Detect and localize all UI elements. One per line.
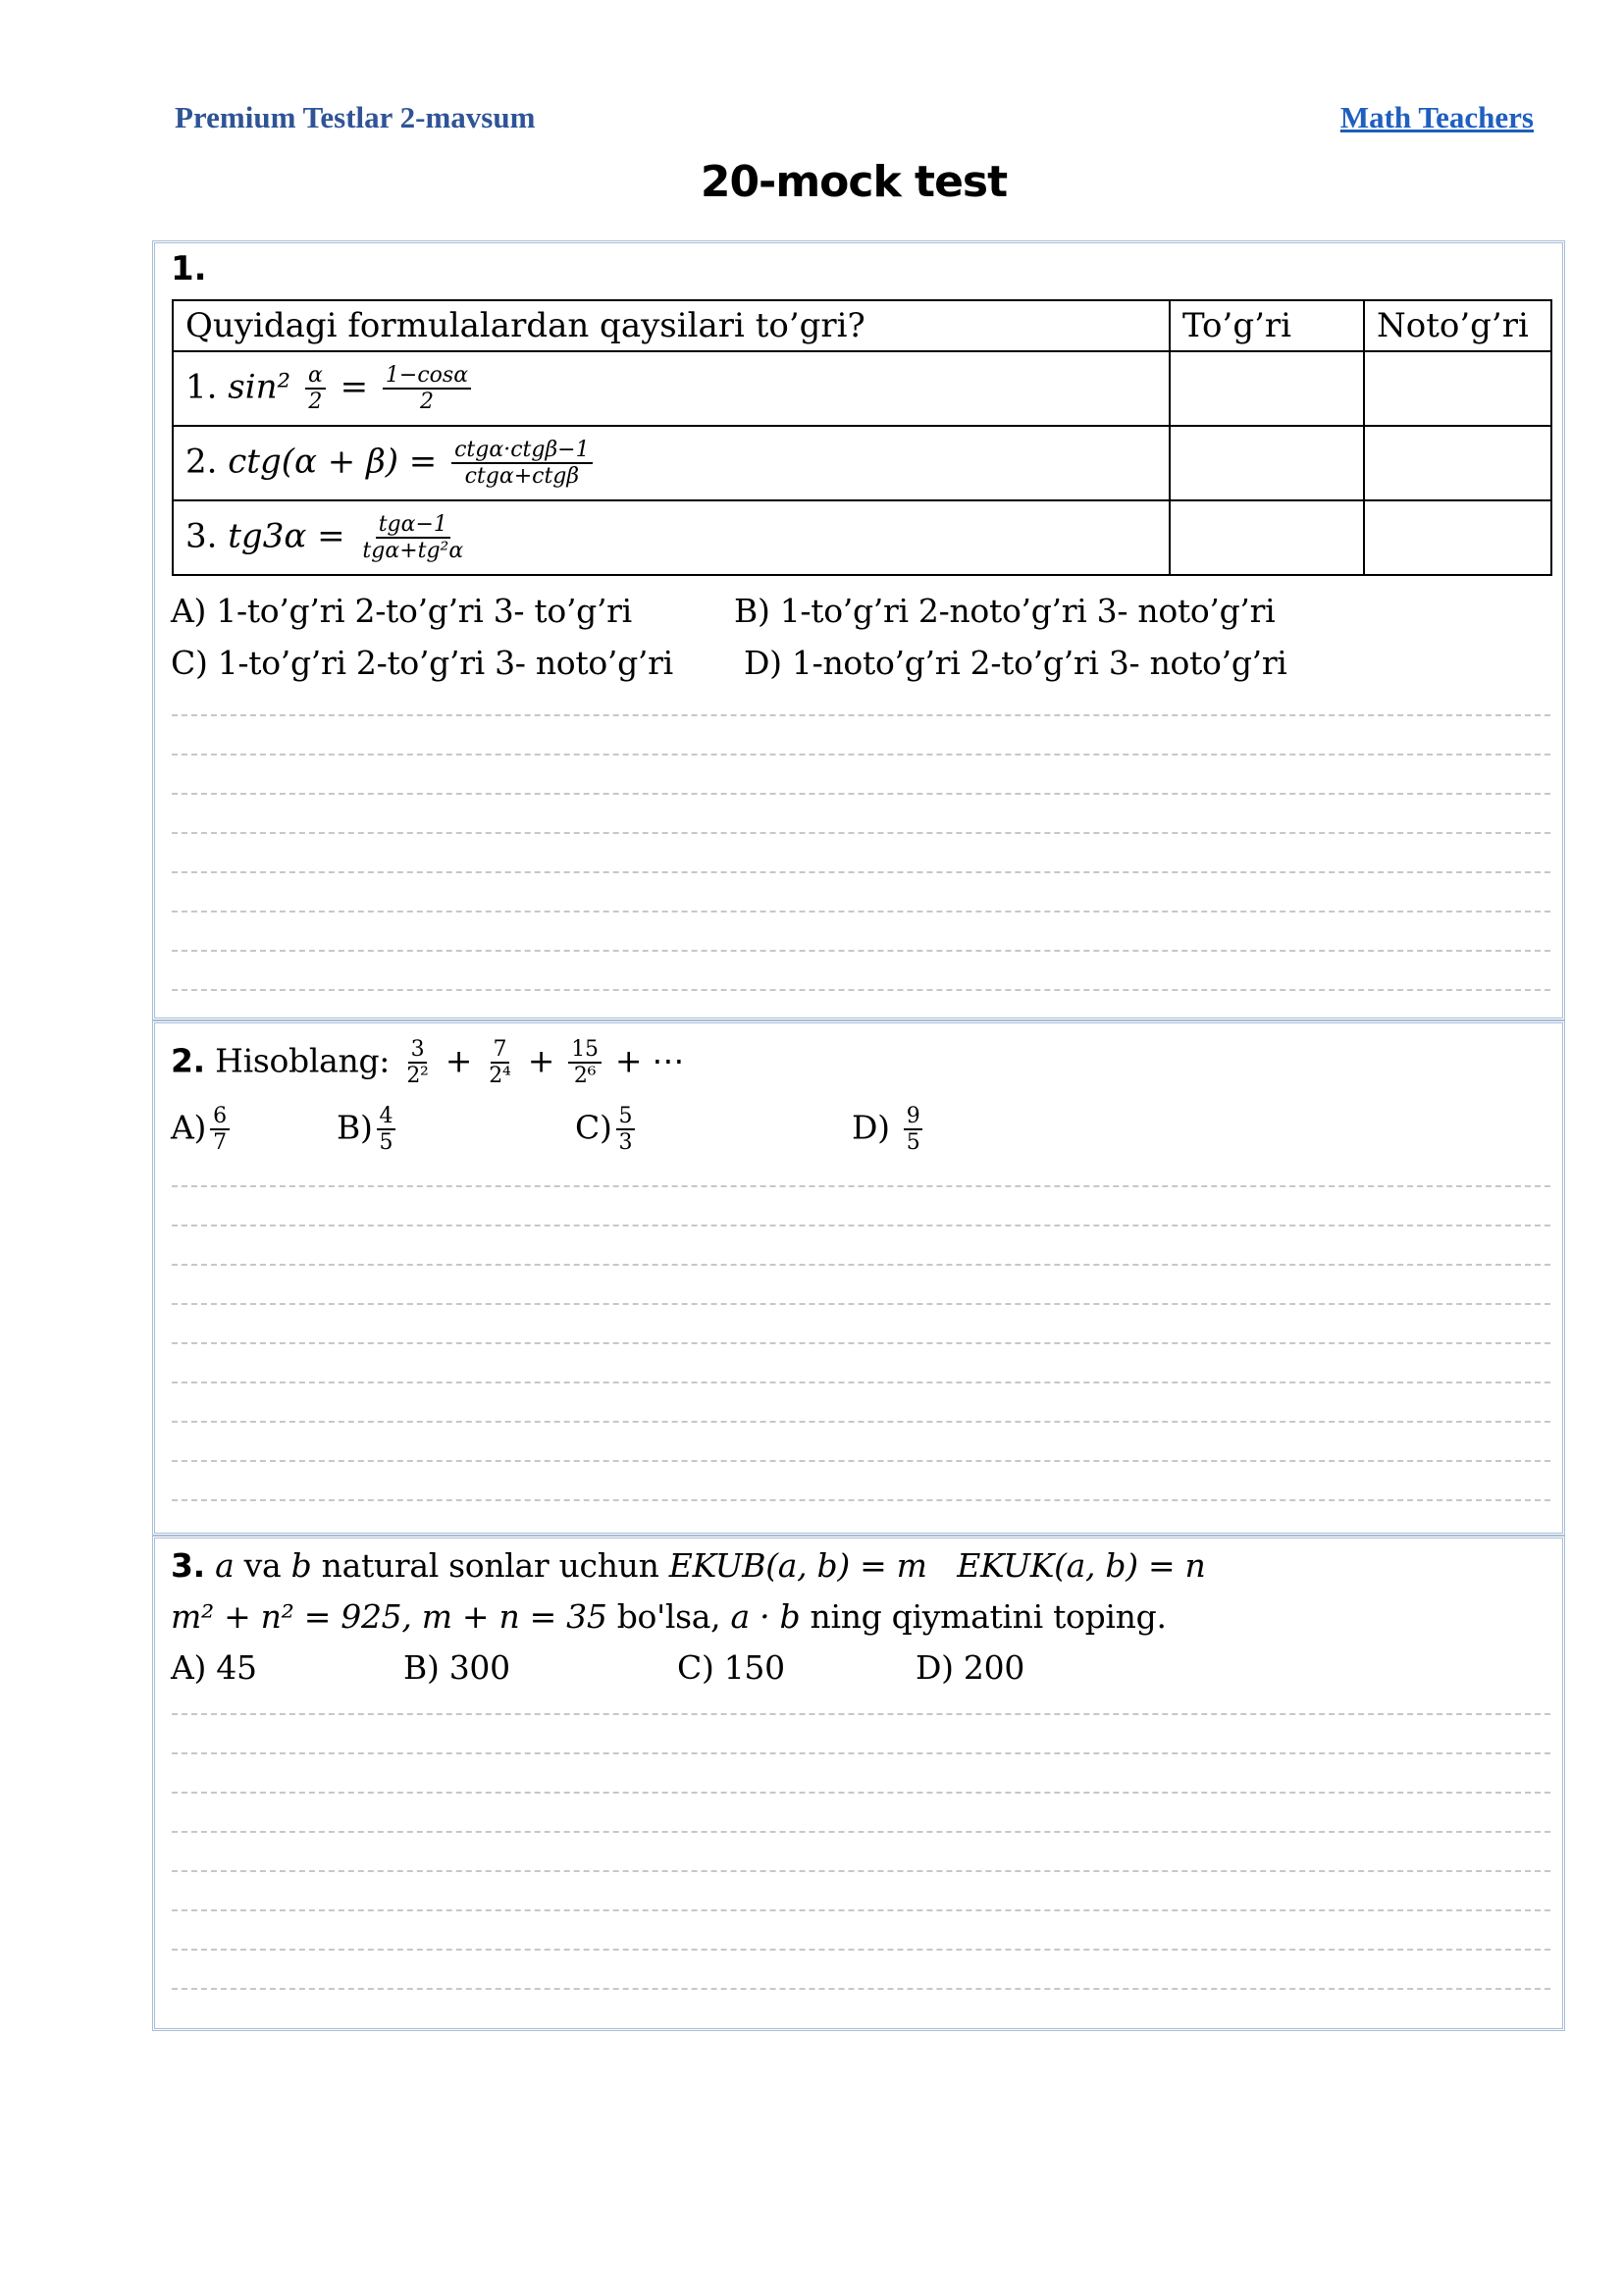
answer-line — [172, 871, 1550, 873]
question-3-box — [152, 1536, 1565, 2031]
formula-1: 1. sin² $\frac{\alpha}{2}$ = $\frac{1-\cos\alpha}{2}$ — [173, 351, 1170, 426]
answer-line — [172, 1499, 1550, 1501]
fraction: $\frac{7}{\text{2⁴}}$ — [489, 1037, 511, 1089]
option-a[interactable]: A) 45 — [171, 1648, 257, 1687]
answer-line — [172, 1421, 1550, 1423]
answer-line — [172, 1870, 1550, 1872]
answer-line — [172, 793, 1550, 795]
option-d[interactable]: D) $\frac{9}{5}$ — [852, 1104, 926, 1156]
answer-line — [172, 1752, 1550, 1754]
answer-line — [172, 1909, 1550, 1911]
formula-table — [172, 299, 1552, 576]
question-text: Hisoblang: — [215, 1041, 391, 1080]
answer-cell-false-2[interactable] — [1364, 426, 1551, 500]
answer-cell-true-3[interactable] — [1170, 500, 1364, 575]
fraction: $\frac{\alpha}{2}$ — [305, 363, 326, 415]
question-3-line-1: 3. a va b natural sonlar uchun EKUB(a, b) = m EKUK(a, b) = n — [171, 1546, 1206, 1585]
answer-line — [172, 1382, 1550, 1383]
question-number: 3. — [171, 1546, 205, 1585]
answer-line — [172, 911, 1550, 913]
fraction: $\frac{6}{7}$ — [210, 1104, 230, 1156]
answer-line — [172, 950, 1550, 952]
fraction: $\frac{\text{ctgα·ctgβ−1}}{\text{ctgα+ctgβ}}$ — [451, 438, 593, 490]
question-1-box — [152, 240, 1565, 1020]
answer-line — [172, 989, 1550, 991]
answer-line — [172, 1988, 1550, 1990]
option-b[interactable]: B) 1-to’g’ri 2-noto’g’ri 3- noto’g’ri — [734, 592, 1276, 630]
page-title: 20-mock test — [700, 157, 1008, 207]
option-c[interactable]: C) $\frac{5}{3}$ — [575, 1104, 639, 1156]
fraction: $\frac{4}{5}$ — [377, 1104, 396, 1156]
header-link-math-teachers[interactable]: Math Teachers — [1339, 100, 1534, 134]
option-d[interactable]: D) 200 — [916, 1648, 1025, 1687]
question-3-line-2: m² + n² = 925, m + n = 35 bo'lsa, a · b ning qiymatini toping. — [171, 1597, 1167, 1636]
table-row — [173, 500, 1551, 575]
table-header-false: Noto’g’ri — [1364, 300, 1551, 351]
answer-line — [172, 1460, 1550, 1462]
question-2-box — [152, 1020, 1565, 1536]
table-header-question: Quyidagi formulalardan qaysilari to’gri? — [173, 300, 1170, 351]
option-c[interactable]: C) 150 — [677, 1648, 785, 1687]
option-c[interactable]: C) 1-to’g’ri 2-to’g’ri 3- noto’g’ri — [171, 644, 673, 682]
answer-line — [172, 754, 1550, 756]
answer-line — [172, 1831, 1550, 1833]
answer-cell-false-3[interactable] — [1364, 500, 1551, 575]
question-2-line: 2. Hisoblang: $\frac{3}{\text{2²}}$ + $\frac{7}{\text{2⁴}}$ + $\frac{15}{\text{2⁶}}$ + ⋯ — [171, 1037, 685, 1089]
answer-line — [172, 714, 1550, 716]
answer-cell-true-2[interactable] — [1170, 426, 1364, 500]
table-row — [173, 426, 1551, 500]
header-left: Premium Testlar 2-mavsum — [175, 100, 536, 134]
answer-line — [172, 832, 1550, 834]
table-header-true: To’g’ri — [1170, 300, 1364, 351]
option-a[interactable]: A) 1-to’g’ri 2-to’g’ri 3- to’g’ri — [171, 592, 632, 630]
table-row — [173, 351, 1551, 426]
option-b[interactable]: B) 300 — [403, 1648, 510, 1687]
option-d[interactable]: D) 1-noto’g’ri 2-to’g’ri 3- noto’g’ri — [744, 644, 1287, 682]
answer-cell-true-1[interactable] — [1170, 351, 1364, 426]
question-number: 1. — [171, 249, 207, 288]
answer-line — [172, 1225, 1550, 1226]
fraction: $\frac{1-\cos\alpha}{2}$ — [383, 363, 471, 415]
fraction: $\frac{\text{tgα−1}}{\text{tgα+tg²α}}$ — [362, 511, 464, 563]
option-a[interactable]: A) $\frac{6}{7}$ — [171, 1104, 234, 1156]
fraction: $\frac{3}{\text{2²}}$ — [406, 1037, 429, 1089]
answer-line — [172, 1342, 1550, 1344]
answer-line — [172, 1303, 1550, 1305]
fraction: $\frac{15}{\text{2⁶}}$ — [568, 1037, 601, 1089]
answer-line — [172, 1713, 1550, 1715]
answer-line — [172, 1949, 1550, 1951]
answer-line — [172, 1792, 1550, 1794]
question-number: 2. — [171, 1041, 205, 1080]
fraction: $\frac{5}{3}$ — [616, 1104, 636, 1156]
answer-line — [172, 1185, 1550, 1187]
formula-2: 2. ctg(α + β) = $\frac{\text{ctgα·ctgβ−1}}{\text{ctgα+ctgβ}}$ — [173, 426, 1170, 500]
formula-3: 3. tg3α = $\frac{\text{tgα−1}}{\text{tgα+tg²α}}$ — [173, 500, 1170, 575]
option-b[interactable]: B) $\frac{4}{5}$ — [337, 1104, 399, 1156]
fraction: $\frac{9}{5}$ — [904, 1104, 923, 1156]
answer-line — [172, 1264, 1550, 1266]
answer-cell-false-1[interactable] — [1364, 351, 1551, 426]
